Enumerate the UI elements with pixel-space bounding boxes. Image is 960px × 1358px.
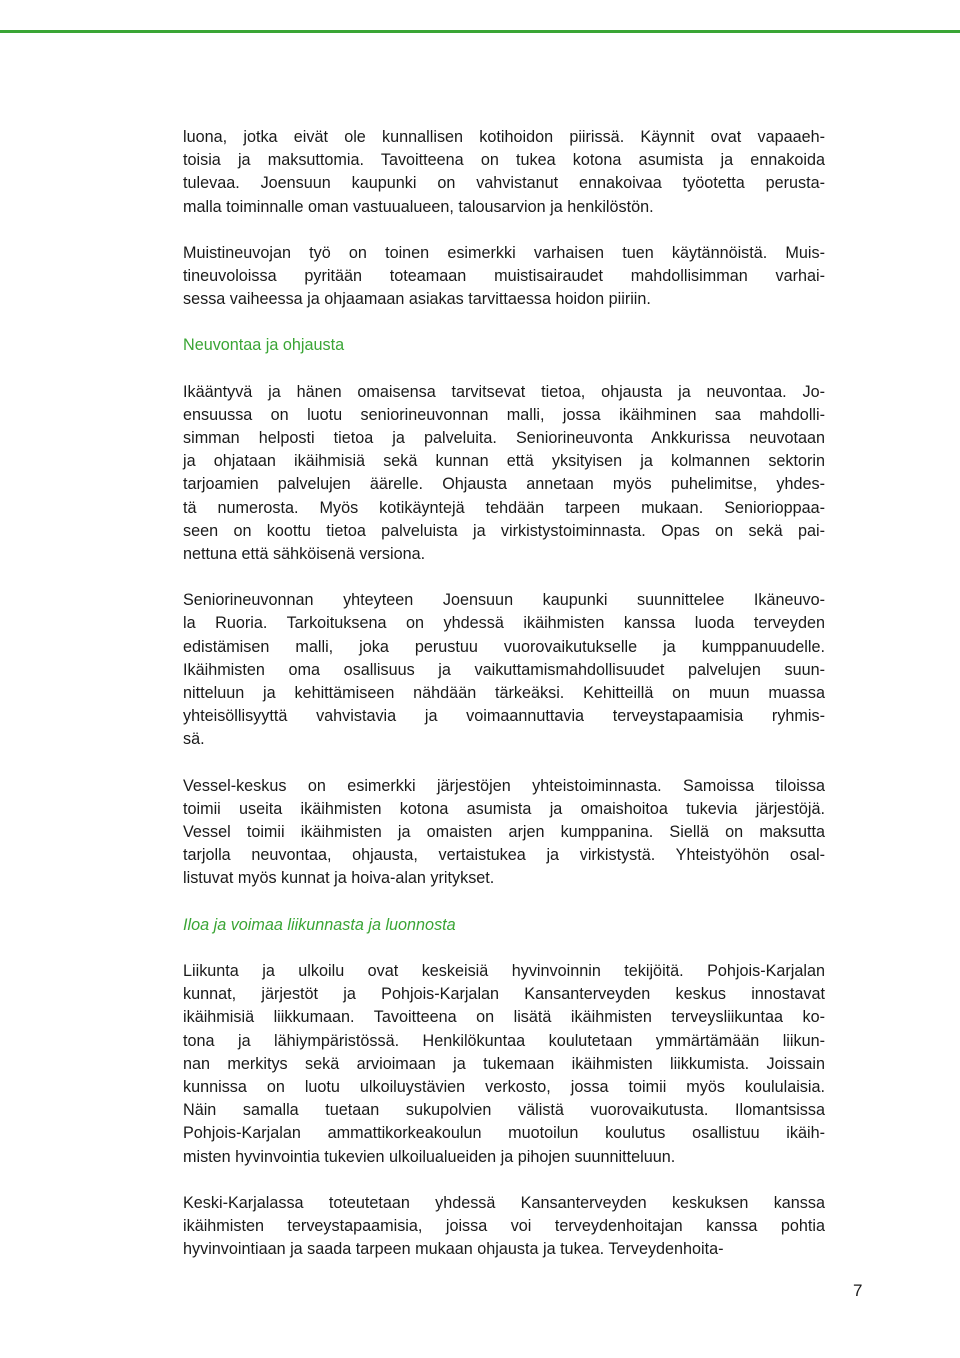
text-line: ja ohjataan ikäihmisiä sekä kunnan että yksityisen ja kolmannen sektorin — [183, 452, 825, 471]
text-line: tarjolla neuvontaa, ohjausta, vertaistukea ja virkistystä. Yhteistyöhön osal- — [183, 846, 825, 865]
top-green-rule — [0, 30, 960, 33]
text-line: toisia ja maksuttomia. Tavoitteena on tukea kotona asumista ja ennakoida — [183, 151, 825, 170]
text-line: seen on koottu tietoa palveluista ja virkistystoiminnasta. Opas on sekä pai- — [183, 521, 825, 540]
text-line: listuvat myös kunnat ja hoiva-alan yritykset. — [183, 869, 495, 888]
text-line: tineuvoloissa pyritään toteamaan muistisairaudet mahdollisimman varhai- — [183, 267, 825, 286]
paragraph-gap — [183, 219, 825, 242]
text-line: tä numerosta. Myös kotikäyntejä tehdään tarpeen mukaan. Seniorioppaa- — [183, 498, 825, 517]
text-line: Keski-Karjalassa toteutetaan yhdessä Kansanterveyden keskuksen kanssa — [183, 1193, 825, 1212]
text-line: kunnissa on luotu ulkoiluystävien verkosto, jossa toimii myös koululaisia. — [183, 1077, 825, 1096]
text-line: hyvinvointiaan ja saada tarpeen mukaan ohjausta ja tukea. Terveydenhoita- — [183, 1240, 724, 1259]
text-line: ikäihmisten terveystapaamisia, joissa voi terveydenhoitajan kanssa pohtia — [183, 1216, 825, 1235]
text-line: kunnat, järjestöt ja Pohjois-Karjalan Kansanterveyden keskus innostavat — [183, 985, 825, 1004]
text-line: Vessel toimii ikäihmisten ja omaisten arjen kumppanina. Siellä on maksutta — [183, 823, 825, 842]
text-line: Vessel-keskus on esimerkki järjestöjen yhteistoiminnasta. Samoissa tiloissa — [183, 776, 825, 795]
text-line: misten hyvinvointia tukevien ulkoilualueiden ja pihojen suunnitteluun. — [183, 1147, 676, 1166]
text-line: sessa vaiheessa ja ohjaamaan asiakas tarvittaessa hoidon piiriin. — [183, 290, 651, 309]
paragraph — [183, 960, 825, 1169]
paragraph-gap — [183, 891, 825, 914]
paragraph — [183, 381, 825, 567]
text-line: sä. — [183, 730, 205, 749]
text-line: toimii useita ikäihmisten kotona asumista ja omaishoitoa tukevia järjestöjä. — [183, 799, 825, 818]
text-line: tona ja lähiympäristössä. Henkilökuntaa koulutetaan ymmärtämään liikun- — [183, 1031, 825, 1050]
text-line: ensuussa on luotu seniorineuvonnan malli, jossa ikäihminen saa mahdolli- — [183, 405, 825, 424]
document-body — [183, 126, 825, 1261]
paragraph — [183, 242, 825, 312]
paragraph-gap — [183, 752, 825, 775]
section-heading: Neuvontaa ja ohjausta — [183, 336, 345, 355]
text-line: Näin samalla tuetaan sukupolvien välistä vuorovaikutusta. Ilomantsissa — [183, 1101, 825, 1120]
text-line: ikäihmisiä liikkumaan. Tavoitteena on lisätä ikäihmisten terveysliikuntaa ko- — [183, 1008, 825, 1027]
text-line: Seniorineuvonnan yhteyteen Joensuun kaupunki suunnittelee Ikäneuvo- — [183, 591, 825, 610]
text-line: yhteisöllisyyttä vahvistavia ja voimaannuttavia terveystapaamisia ryhmis- — [183, 707, 825, 726]
paragraph — [183, 126, 825, 219]
paragraph-gap — [183, 566, 825, 589]
page-number: 7 — [853, 1281, 863, 1300]
text-line: nitteluun ja kehittämiseen nähdään tärkeäksi. Kehitteillä on muun muassa — [183, 684, 825, 703]
paragraph-gap — [183, 1169, 825, 1192]
text-line: nettuna että sähköisenä versiona. — [183, 545, 426, 564]
paragraph-gap — [183, 358, 825, 381]
paragraph-gap — [183, 311, 825, 334]
text-line: luona, jotka eivät ole kunnallisen kotihoidon piirissä. Käynnit ovat vapaaeh- — [183, 128, 825, 146]
text-line: edistämisen malli, joka perustuu vuorovaikutukselle ja kumppanuudelle. — [183, 637, 825, 656]
text-line: Muistineuvojan työ on toinen esimerkki varhaisen tuen käytännöistä. Muis- — [183, 243, 825, 262]
text-line: Ikääntyvä ja hänen omaisensa tarvitsevat tietoa, ohjausta ja neuvontaa. Jo- — [183, 382, 825, 401]
paragraph-gap — [183, 937, 825, 960]
paragraph — [183, 589, 825, 751]
text-line: tulevaa. Joensuun kaupunki on vahvistanut ennakoivaa työotetta perusta- — [183, 174, 825, 193]
text-line: nan merkitys sekä arvioimaan ja tukemaan ikäihmisten liikkumista. Joissain — [183, 1054, 825, 1073]
text-line: la Ruoria. Tarkoituksena on yhdessä ikäihmisten kanssa luoda terveyden — [183, 614, 825, 633]
text-line: Liikunta ja ulkoilu ovat keskeisiä hyvinvoinnin tekijöitä. Pohjois-Karjalan — [183, 961, 825, 980]
text-line: Pohjois-Karjalan ammattikorkeakoulun muotoilun koulutus osallistuu ikäih- — [183, 1124, 825, 1143]
paragraph — [183, 1192, 825, 1262]
text-line: tarjoamien palvelujen äärelle. Ohjausta annetaan myös puhelimitse, yhdes- — [183, 475, 825, 494]
text-line: simman helposti tietoa ja palveluita. Seniorineuvonta Ankkurissa neuvotaan — [183, 429, 825, 448]
text-line: Ikäihmisten oma osallisuus ja vaikuttamismahdollisuudet palvelujen suun- — [183, 660, 825, 679]
paragraph — [183, 775, 825, 891]
text-line: malla toiminnalle oman vastuualueen, talousarvion ja henkilöstön. — [183, 197, 654, 216]
section-heading: Iloa ja voimaa liikunnasta ja luonnosta — [183, 915, 456, 934]
